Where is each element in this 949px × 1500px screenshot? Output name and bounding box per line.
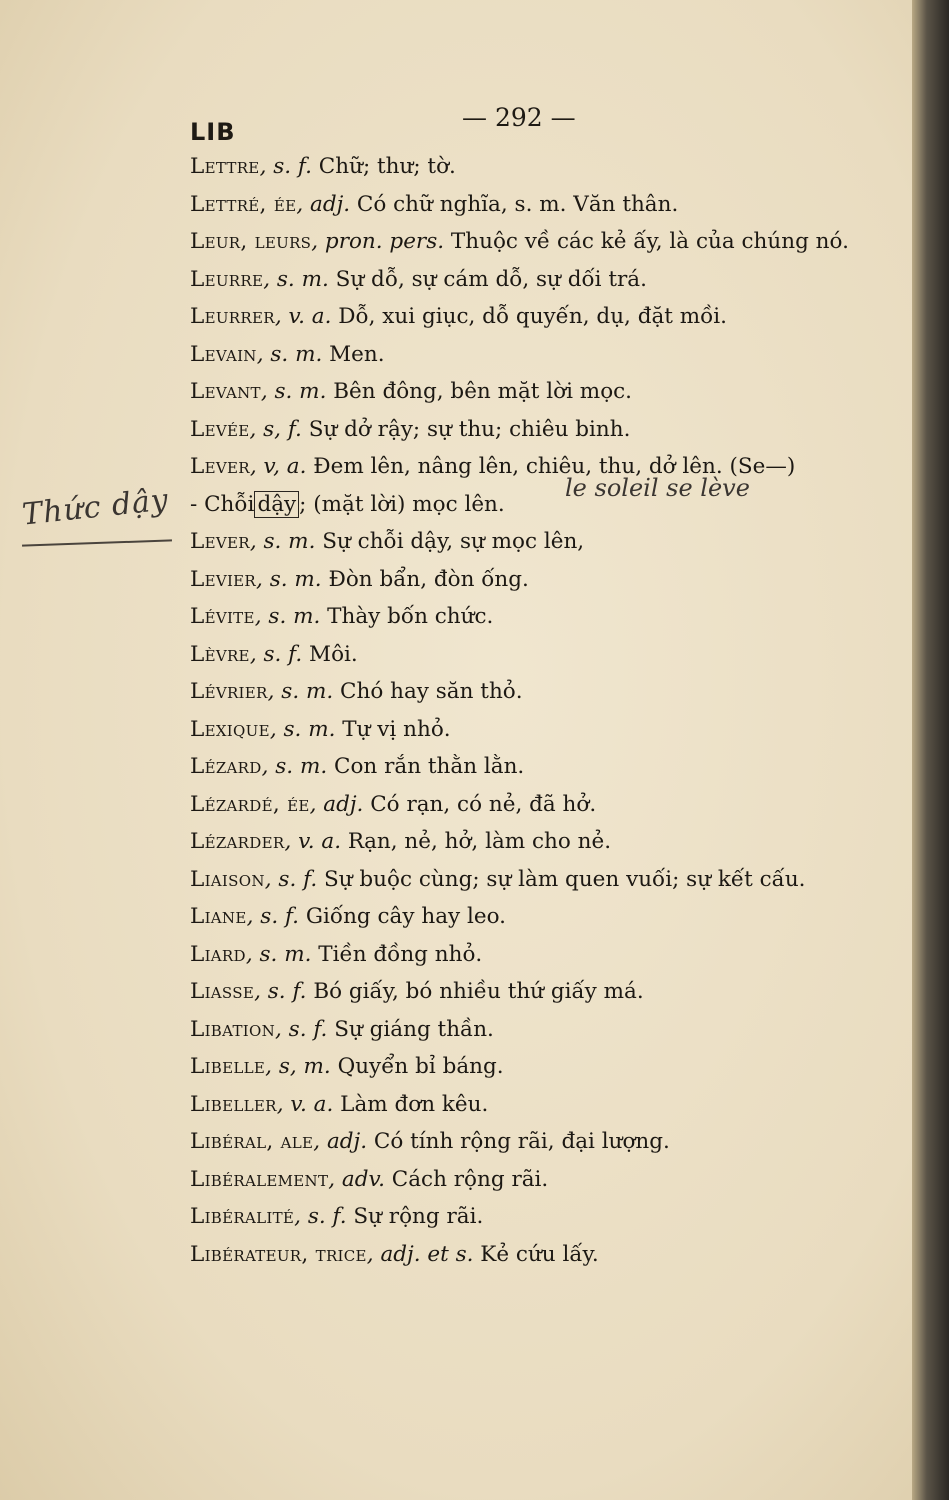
grammar-tag: , pron. pers. <box>311 229 445 254</box>
grammar-tag: , s, m. <box>265 1054 331 1079</box>
headword: Liasse <box>190 979 255 1004</box>
dictionary-entry <box>190 636 890 674</box>
dictionary-entry <box>190 523 890 561</box>
dictionary-entry <box>190 411 890 449</box>
definition: Sự chỗi dậy, sự mọc lên, <box>315 529 585 554</box>
grammar-tag: , s. f. <box>249 641 303 667</box>
definition: Chó hay săn thỏ. <box>333 679 523 704</box>
headword: Lézarder <box>190 829 285 854</box>
definition: Chữ; thư; tờ. <box>311 154 456 179</box>
grammar-tag: , s. f. <box>275 1016 328 1042</box>
grammar-tag: , s. m. <box>261 754 328 779</box>
grammar-tag: , v. a. <box>274 304 332 329</box>
headword: Libelle <box>190 1054 266 1079</box>
dictionary-entry <box>190 448 890 486</box>
grammar-tag: , v, a. <box>249 454 307 479</box>
headword: Lèvre <box>190 641 250 667</box>
grammar-tag: , s. f. <box>264 866 318 892</box>
headword: Lettre <box>190 154 260 179</box>
dictionary-entry <box>190 1236 890 1274</box>
definition: Bên đông, bên mặt lời mọc. <box>326 379 633 404</box>
dictionary-entry <box>190 186 890 224</box>
headword: Levant <box>190 379 261 404</box>
dictionary-entry <box>190 261 890 299</box>
grammar-tag: , adj. <box>296 191 351 217</box>
headword: Liane <box>190 904 247 929</box>
section-header: LIB <box>190 118 236 146</box>
dictionary-entry-continuation <box>190 486 890 524</box>
dictionary-entry <box>190 898 890 936</box>
grammar-tag: , s. m. <box>267 679 334 704</box>
book-spine-shadow <box>912 0 949 1500</box>
grammar-tag: , s. m. <box>256 566 322 592</box>
dictionary-entry <box>190 936 890 974</box>
grammar-tag: , s. f. <box>254 979 307 1004</box>
definition: Có chữ nghĩa, s. m. Văn thân. <box>350 191 679 217</box>
definition: Sự buộc cùng; sự làm quen vuối; sự kết cấu. <box>317 866 806 892</box>
grammar-tag: , s. m. <box>256 341 323 367</box>
entry-list <box>190 148 890 1273</box>
grammar-tag: , s. m. <box>260 379 327 404</box>
page-number: — 292 — <box>462 103 576 132</box>
headword: Libéral, ale <box>190 1129 314 1154</box>
dictionary-entry <box>190 861 890 899</box>
grammar-tag: , s. m. <box>263 266 329 292</box>
definition: Con rắn thằn lằn. <box>327 754 525 779</box>
grammar-tag: , adv. <box>328 1166 385 1192</box>
headword: Libérateur, trice <box>190 1241 367 1267</box>
definition: Tự vị nhỏ. <box>335 716 451 742</box>
grammar-tag: , adj. et s. <box>366 1241 474 1267</box>
continuation-text: ; (mặt lời) mọc lên. <box>299 491 505 517</box>
dictionary-entry <box>190 1048 890 1086</box>
dictionary-entry <box>190 223 890 261</box>
headword: Leurrer <box>190 304 275 329</box>
dictionary-entry <box>190 336 890 374</box>
handwritten-margin-note: Thức dậy <box>20 482 171 533</box>
definition: Sự giáng thần. <box>327 1016 494 1042</box>
grammar-tag: , v. a. <box>284 829 342 854</box>
headword: Leur, leurs <box>190 229 312 254</box>
dictionary-entry <box>190 711 890 749</box>
headword: Lézard <box>190 754 262 779</box>
headword: Leurre <box>190 266 264 292</box>
headword: Lever <box>190 529 250 554</box>
continuation-text: - Chỗi <box>190 491 255 517</box>
definition: Môi. <box>302 641 358 667</box>
definition: Giống cây hay leo. <box>299 904 507 929</box>
dictionary-entry <box>190 561 890 599</box>
dictionary-entry <box>190 148 890 186</box>
headword: Levée <box>190 416 250 442</box>
definition: Thày bốn chức. <box>320 604 494 629</box>
dictionary-entry <box>190 748 890 786</box>
headword: Levain <box>190 341 257 367</box>
definition: Sự dở rậy; sự thu; chiêu binh. <box>301 416 631 442</box>
definition: Có rạn, có nẻ, đã hở. <box>363 791 597 817</box>
definition: Thuộc về các kẻ ấy, là của chúng nó. <box>444 229 849 254</box>
grammar-tag: , s. f. <box>246 904 300 929</box>
dictionary-entry <box>190 673 890 711</box>
definition: Dỗ, xui giục, dỗ quyến, dụ, đặt mồi. <box>331 304 728 329</box>
headword: Levier <box>190 566 257 592</box>
headword: Lévrier <box>190 679 268 704</box>
headword: Lézardé, ée <box>190 791 310 817</box>
definition: Đem lên, nâng lên, chiêu, thu, dở lên. (Se—) <box>306 454 796 479</box>
grammar-tag: , s. f. <box>294 1204 347 1229</box>
headword: Lévite <box>190 604 255 629</box>
definition: Sự dỗ, sự cám dỗ, sự dối trá. <box>328 266 647 292</box>
grammar-tag: , s. m. <box>269 716 336 742</box>
headword: Lettré, ée <box>190 191 297 217</box>
boxed-word: dậy <box>254 491 299 518</box>
grammar-tag: , s. m. <box>254 604 321 629</box>
definition: Có tính rộng rãi, đại lượng. <box>367 1129 670 1154</box>
headword: Lexique <box>190 716 270 742</box>
dictionary-entry <box>190 823 890 861</box>
headword: Libation <box>190 1016 275 1042</box>
definition: Quyển bỉ báng. <box>330 1054 504 1079</box>
handwritten-underline <box>22 539 172 546</box>
dictionary-entry <box>190 1123 890 1161</box>
headword: Liard <box>190 941 246 967</box>
headword: Libéralement <box>190 1166 329 1192</box>
definition: Cách rộng rãi. <box>384 1166 549 1192</box>
dictionary-entry <box>190 1086 890 1124</box>
definition: Rạn, nẻ, hở, làm cho nẻ. <box>341 829 612 854</box>
dictionary-entry <box>190 1161 890 1199</box>
headword: Lever <box>190 454 250 479</box>
definition: Sự rộng rãi. <box>346 1204 484 1229</box>
definition: Đòn bẩn, đòn ống. <box>321 566 529 592</box>
dictionary-entry <box>190 598 890 636</box>
dictionary-entry <box>190 298 890 336</box>
dictionary-entry <box>190 786 890 824</box>
grammar-tag: , s. m. <box>249 529 316 554</box>
grammar-tag: , v. a. <box>276 1091 334 1117</box>
definition: Kẻ cứu lấy. <box>473 1241 599 1267</box>
dictionary-entry <box>190 1011 890 1049</box>
grammar-tag: , adj. <box>309 791 364 817</box>
definition: Tiền đồng nhỏ. <box>311 941 483 967</box>
definition: Làm đơn kêu. <box>333 1091 489 1117</box>
definition: Men. <box>322 341 385 367</box>
headword: Libeller <box>190 1091 277 1117</box>
dictionary-entry <box>190 1198 890 1236</box>
definition: Bó giấy, bó nhiều thứ giấy má. <box>306 979 644 1004</box>
headword: Liaison <box>190 866 265 892</box>
grammar-tag: , s. m. <box>245 941 312 967</box>
grammar-tag: , s. f. <box>259 154 312 179</box>
grammar-tag: , adj. <box>313 1129 368 1154</box>
headword: Libéralité <box>190 1204 295 1229</box>
handwritten-inline-note: le soleil se lève <box>565 474 750 502</box>
dictionary-entry <box>190 973 890 1011</box>
grammar-tag: , s, f. <box>249 416 302 442</box>
dictionary-entry <box>190 373 890 411</box>
